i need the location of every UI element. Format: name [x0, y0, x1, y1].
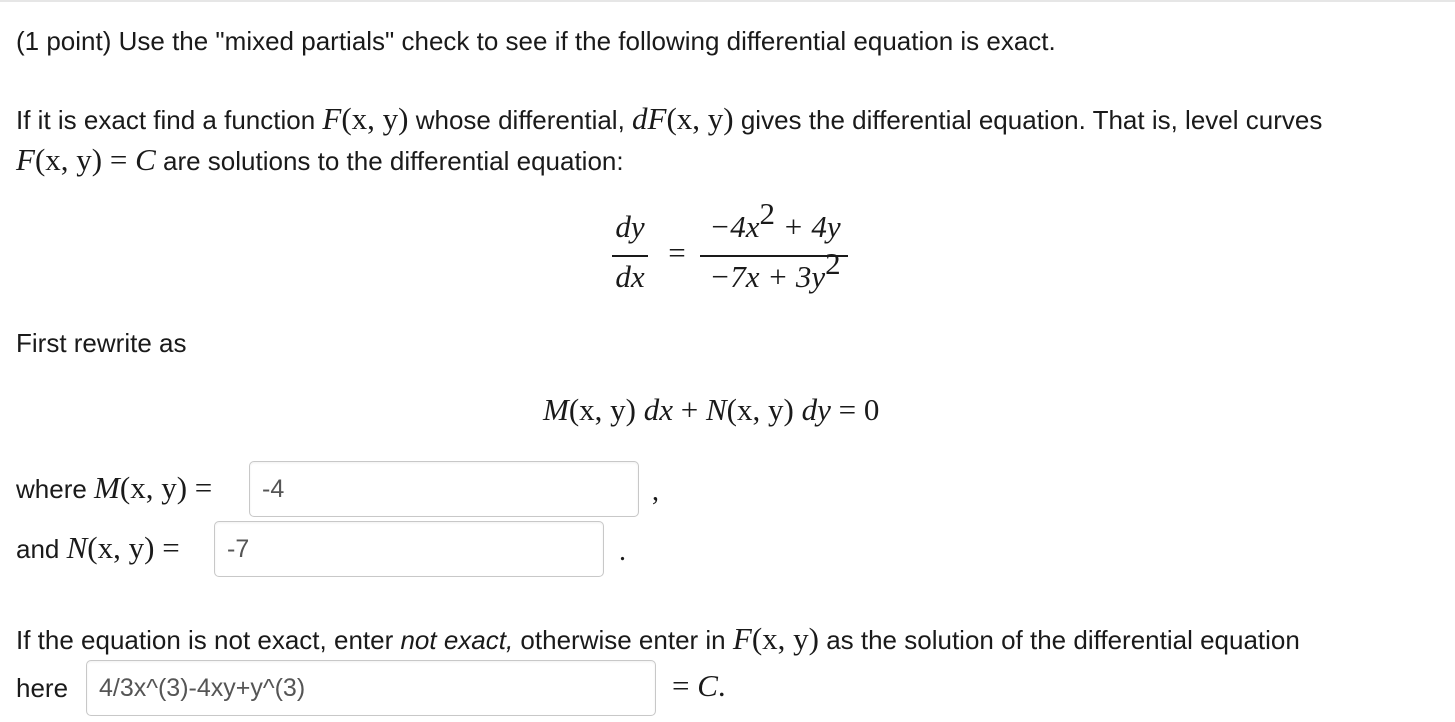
math-C: C	[135, 142, 156, 177]
math-args-xy-5: (x, y)	[726, 392, 794, 427]
instructions-text-1: If it is exact find a function	[16, 105, 323, 135]
math-F-3: F	[732, 621, 752, 656]
instructions-line-2	[16, 143, 624, 178]
M-answer-input[interactable]	[249, 461, 639, 517]
ode-rhs-den-a: −7x + 3y	[709, 259, 826, 294]
math-eq-2: =	[154, 530, 180, 565]
math-plus: +	[673, 392, 706, 427]
instructions-line-1	[16, 102, 1322, 137]
not-exact-tail: as the solution of the differential equation	[818, 625, 1300, 655]
math-F-2: F	[16, 142, 35, 177]
ode-lhs-numerator: dy	[615, 209, 645, 244]
math-args-xy: (x, y)	[341, 101, 409, 136]
not-exact-suffix: otherwise enter in	[513, 625, 733, 655]
math-C-2: C	[697, 668, 718, 703]
math-dx: dx	[643, 392, 673, 427]
not-exact-instructions	[16, 622, 1300, 657]
math-args-xy-8: (x, y)	[751, 621, 819, 656]
where-text: where	[16, 474, 95, 504]
N-answer-input[interactable]	[214, 521, 604, 577]
problem-intro: (1 point) Use the "mixed partials" check to see if the following differential equation is exact.	[16, 26, 1056, 56]
math-args-xy-6: (x, y)	[119, 470, 188, 505]
math-equals: =	[102, 142, 136, 177]
ode-rhs-den-exp: 2	[825, 246, 841, 281]
rewrite-label: First rewrite as	[16, 328, 187, 358]
math-args-xy-2: (x, y)	[666, 101, 734, 136]
math-eq-1: =	[187, 470, 213, 505]
instructions-text-4: are solutions to the differential equation:	[155, 146, 624, 176]
math-M: M	[543, 392, 569, 427]
ode-rhs-denominator	[700, 246, 850, 295]
not-exact-emphasis: not exact,	[400, 625, 514, 655]
math-dF: dF	[632, 101, 667, 136]
instructions-text-3: gives the differential equation. That is, level curves	[733, 105, 1323, 135]
ode-rhs-num-a: −4x	[709, 209, 760, 244]
math-args-xy-4: (x, y)	[568, 392, 636, 427]
math-eq-zero: = 0	[830, 392, 880, 427]
and-text: and	[16, 534, 67, 564]
instructions-text-2: whose differential,	[408, 105, 633, 135]
equals-sign: =	[672, 668, 698, 703]
ode-rhs-num-exp: 2	[759, 196, 775, 231]
and-N-label	[16, 531, 180, 566]
ode-rhs-numerator	[700, 196, 850, 245]
math-N-2: N	[66, 530, 88, 565]
ode-equals: =	[668, 235, 686, 270]
final-period: .	[717, 668, 726, 703]
top-border	[0, 0, 1455, 2]
ode-lhs-bar	[612, 255, 648, 257]
math-M-2: M	[94, 470, 120, 505]
here-label: here	[16, 673, 69, 703]
math-args-xy-3: (x, y)	[34, 142, 103, 177]
equals-C	[672, 669, 726, 703]
ode-rhs-num-b: + 4y	[775, 209, 841, 244]
math-F: F	[322, 101, 342, 136]
not-exact-prefix: If the equation is not exact, enter	[16, 625, 401, 655]
math-N: N	[705, 392, 727, 427]
math-dy: dy	[801, 392, 831, 427]
comma: ,	[652, 476, 659, 507]
math-args-xy-7: (x, y)	[87, 530, 155, 565]
where-M-label	[16, 471, 212, 506]
mn-form-equation	[543, 393, 879, 428]
ode-display	[600, 196, 860, 305]
period: .	[619, 536, 626, 567]
ode-lhs-denominator: dx	[615, 259, 645, 294]
F-answer-input[interactable]	[86, 660, 656, 716]
